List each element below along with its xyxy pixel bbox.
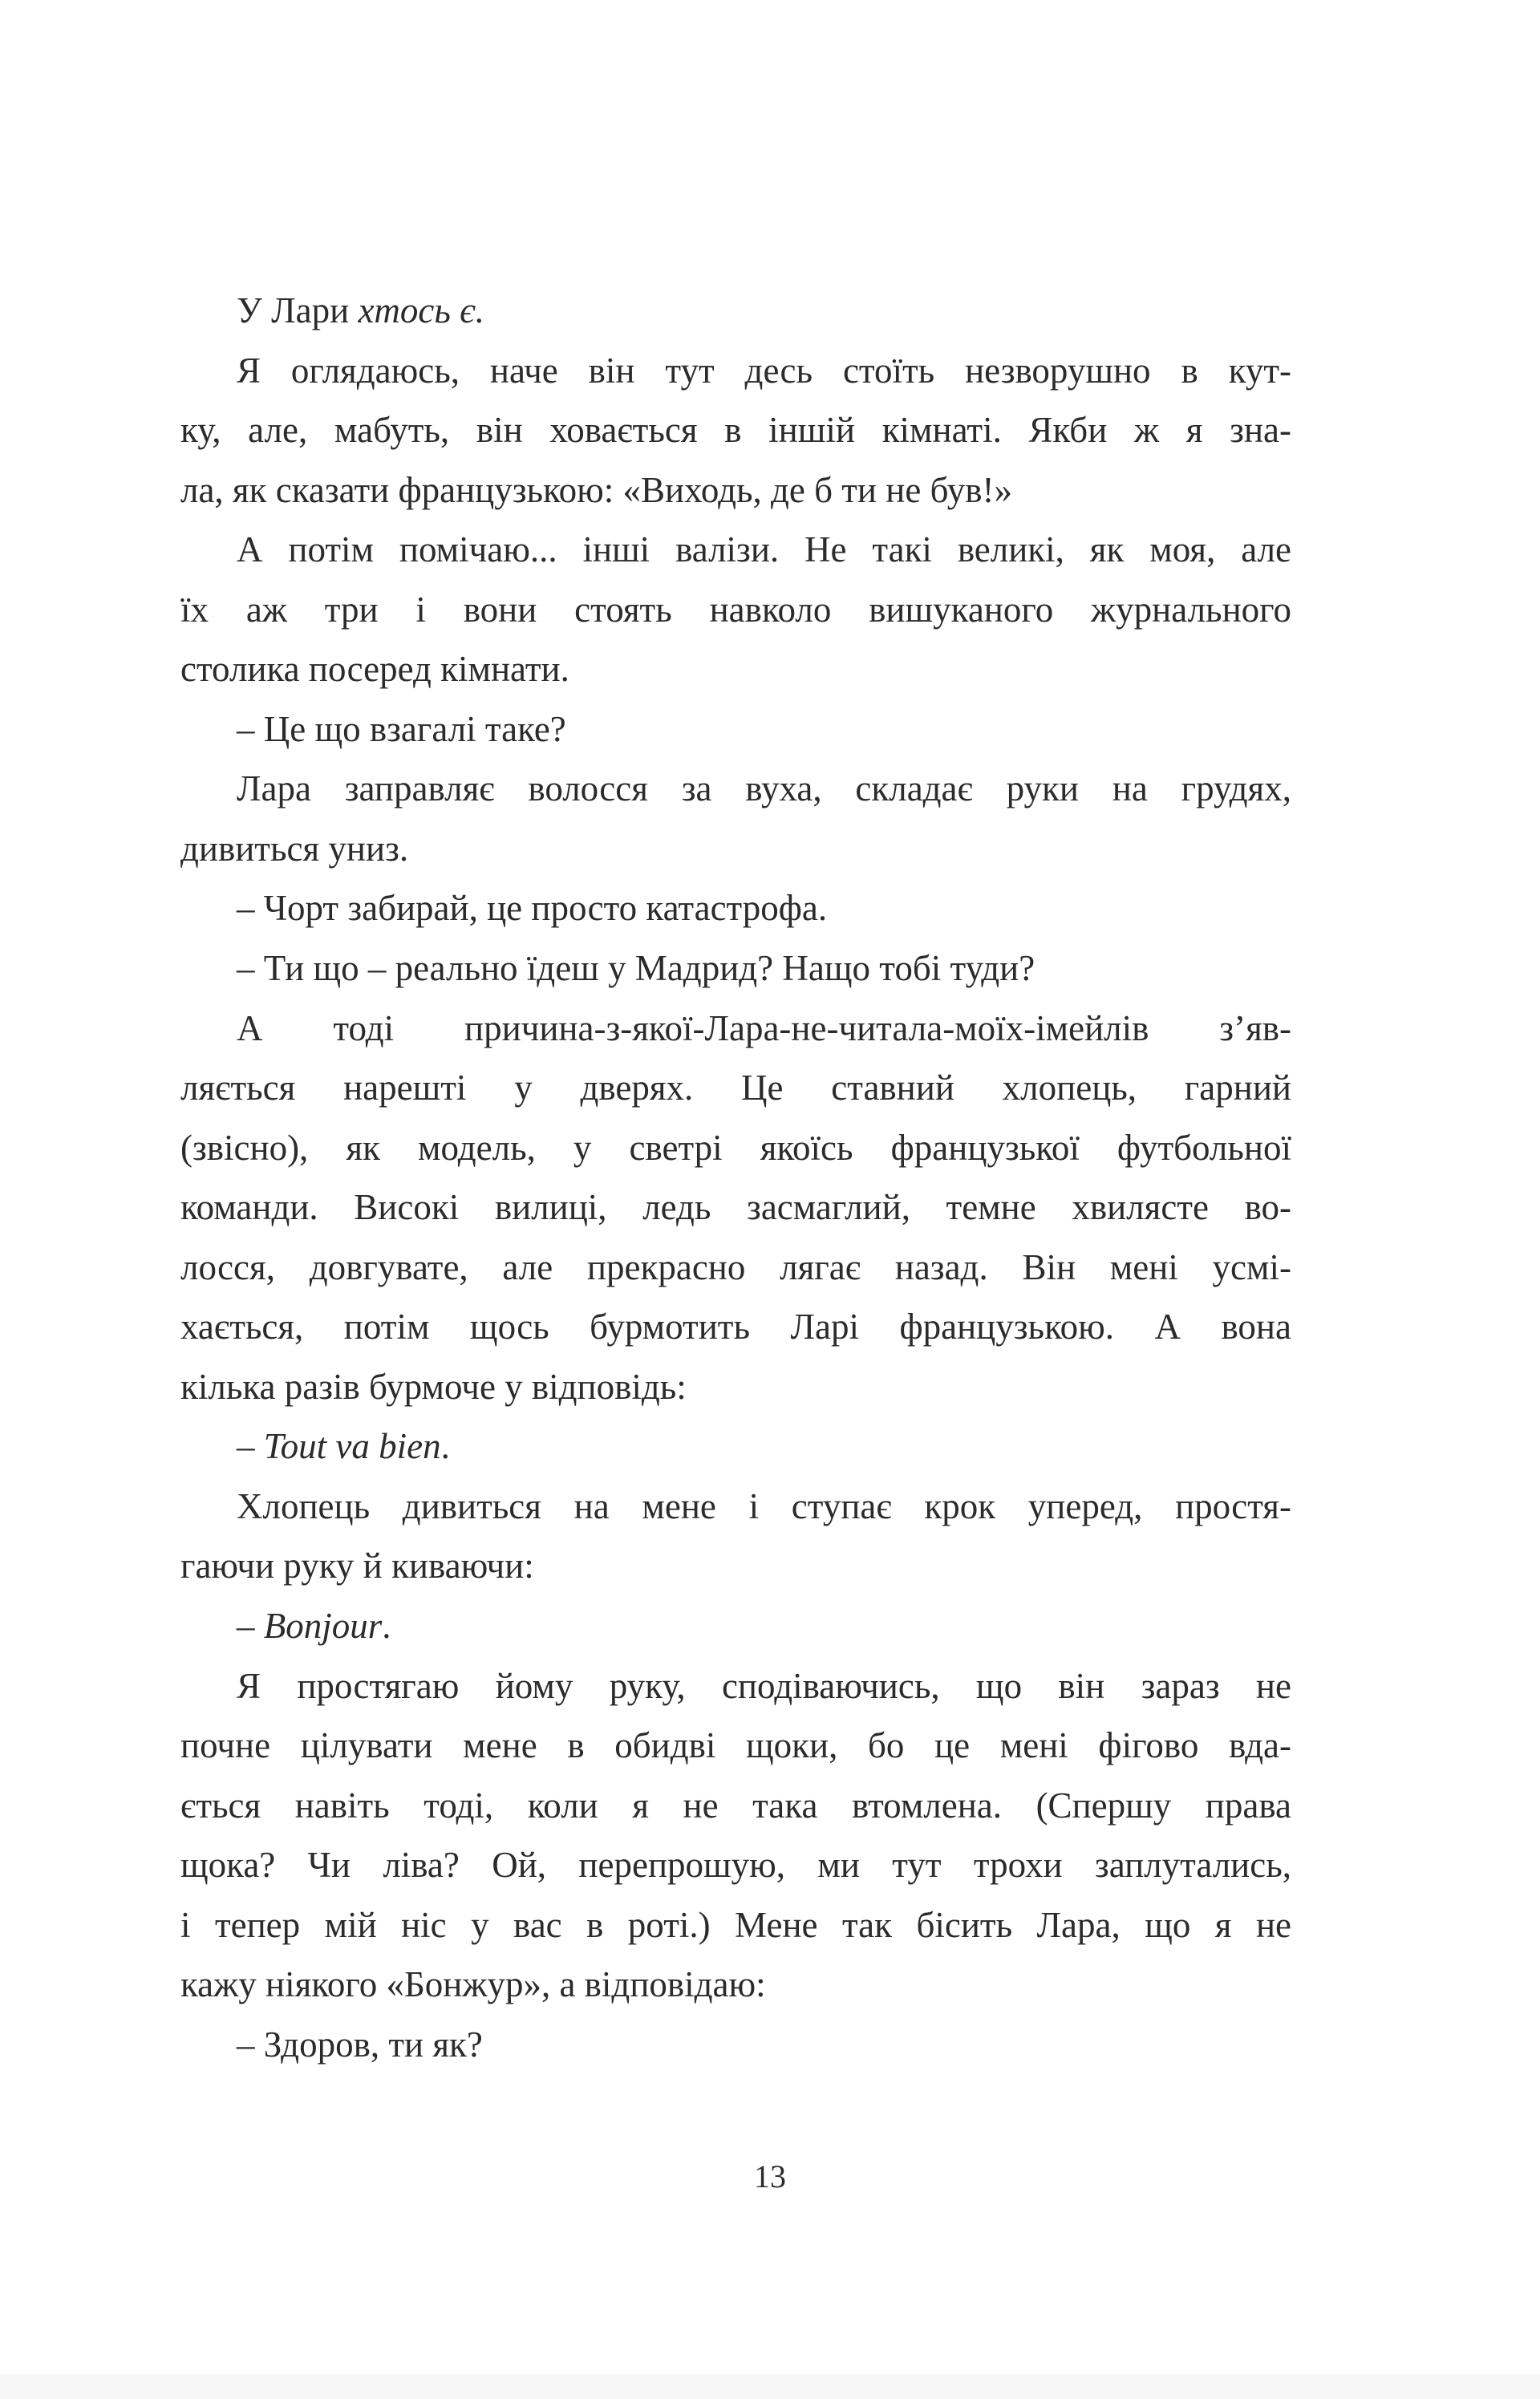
text-segment: ляється нарешті у дверях. Це ставний хлопець, гарний — [180, 1068, 1291, 1108]
text-line — [180, 400, 1291, 460]
italic-text: Bonjour — [263, 1606, 383, 1647]
text-line — [180, 878, 1291, 938]
text-segment: Я простягаю йому руку, сподіваючись, що він зараз не — [237, 1665, 1291, 1706]
text-segment: Я оглядаюсь, наче він тут десь стоїть незворушно в кут- — [237, 350, 1291, 391]
text-line — [180, 1477, 1291, 1537]
text-line — [180, 1357, 1291, 1417]
text-segment: хається, потім щось бурмотить Ларі французькою. А вона — [180, 1307, 1291, 1347]
text-segment: Лара заправляє волосся за вуха, складає руки на грудях, — [237, 768, 1291, 809]
text-line — [180, 1776, 1291, 1836]
text-line — [180, 341, 1291, 401]
text-segment: їх аж три і вони стоять навколо вишуканого журнального — [180, 589, 1291, 630]
text-segment: Хлопець дивиться на мене і ступає крок уперед, простя- — [237, 1485, 1291, 1526]
text-segment: – Це що взагалі таке? — [237, 708, 566, 749]
text-segment: – — [237, 1606, 264, 1647]
text-segment: . — [382, 1606, 391, 1647]
text-line — [180, 1716, 1291, 1776]
text-segment: щока? Чи ліва? Ой, перепрошую, ми тут трохи заплутались, — [180, 1845, 1291, 1886]
text-segment: дивиться униз. — [180, 828, 409, 869]
text-line — [180, 1656, 1291, 1716]
text-segment: гаючи руку й киваючи: — [180, 1546, 534, 1587]
text-segment: – Ти що – реально їдеш у Мадрид? Нащо тобі туди? — [237, 948, 1035, 989]
text-segment: кілька разів бурмоче у відповідь: — [180, 1366, 687, 1407]
text-line — [180, 938, 1291, 999]
text-segment: ку, але, мабуть, він ховається в іншій кімнаті. Якби ж я зна- — [180, 410, 1291, 451]
text-line — [180, 1955, 1291, 2015]
text-line — [180, 999, 1291, 1059]
text-line — [180, 1596, 1291, 1656]
text-segment: столика посеред кімнати. — [180, 649, 569, 690]
text-segment: і тепер мій ніс у вас в роті.) Мене так бісить Лара, що я не — [180, 1904, 1291, 1945]
text-segment: – Чорт забирай, це просто катастрофа. — [237, 888, 828, 929]
text-line — [180, 1177, 1291, 1238]
text-line — [180, 2015, 1291, 2075]
text-line — [180, 281, 1291, 341]
text-line — [180, 1058, 1291, 1118]
text-segment: . — [440, 1426, 450, 1467]
text-line — [180, 1297, 1291, 1357]
text-segment: команди. Високі вилиці, ледь засмаглий, темне хвилясте во- — [180, 1187, 1291, 1228]
text-segment: У Лари — [237, 290, 359, 330]
text-line — [180, 1238, 1291, 1298]
page-bottom-edge — [0, 2374, 1540, 2399]
text-segment: (звісно), як модель, у светрі якоїсь французької футбольної — [180, 1127, 1291, 1168]
text-line — [180, 699, 1291, 760]
text-segment: – Здоров, ти як? — [237, 2024, 483, 2065]
text-segment: ла, як сказати французькою: «Виходь, де б ти не був!» — [180, 469, 1012, 510]
text-segment: А тоді причина-з-якої-Лара-не-читала-моїх-імейлів з’яв- — [237, 1007, 1291, 1048]
italic-text: хтось є. — [358, 290, 484, 330]
text-line — [180, 520, 1291, 580]
text-segment: А потім помічаю... інші валізи. Не такі великі, як моя, але — [237, 529, 1291, 570]
text-segment: – — [237, 1426, 264, 1467]
italic-text: Tout va bien — [263, 1426, 441, 1467]
text-line — [180, 1536, 1291, 1596]
text-line — [180, 1835, 1291, 1895]
text-segment: почне цілувати мене в обидві щоки, бо це мені фігово вда- — [180, 1725, 1291, 1766]
text-line — [180, 639, 1291, 699]
text-line — [180, 759, 1291, 819]
text-segment: лосся, довгувате, але прекрасно лягає назад. Він мені усмі- — [180, 1246, 1291, 1287]
text-line — [180, 1416, 1291, 1477]
text-segment: ється навіть тоді, коли я не така втомлена. (Спершу права — [180, 1785, 1291, 1826]
text-line — [180, 819, 1291, 879]
body-text — [180, 281, 1291, 2074]
text-segment: кажу ніякого «Бонжур», а відповідаю: — [180, 1964, 766, 2005]
text-line — [180, 580, 1291, 640]
text-line — [180, 1895, 1291, 1955]
text-line — [180, 460, 1291, 521]
text-line — [180, 1118, 1291, 1178]
page-number: 13 — [754, 2158, 786, 2194]
